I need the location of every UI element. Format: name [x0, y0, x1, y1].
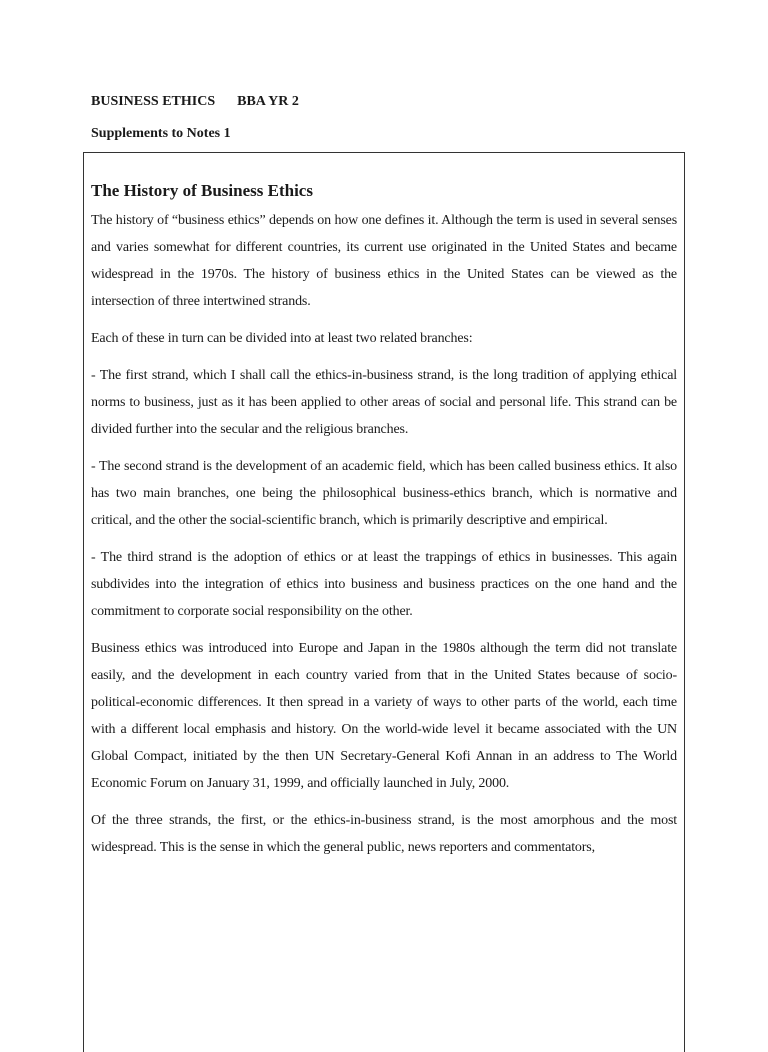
- paragraph-5: - The third strand is the adoption of ethics or at least the trappings of ethics in businesses. This again subdivides into the integration of ethics into business and business practices on the one hand and the commitment to corporate social responsibility on the other.: [91, 550, 677, 619]
- course-year: BBA YR 2: [237, 94, 299, 109]
- paragraph-2: Each of these in turn can be divided into at least two related branches:: [91, 331, 473, 346]
- paragraph-7: Of the three strands, the first, or the ethics-in-business strand, is the most amorphous and the most widespread. This is the sense in which the general public, news reporters and commentators,: [91, 813, 677, 855]
- course-heading: [91, 92, 691, 112]
- document-header: [91, 92, 691, 144]
- paragraph-3: - The first strand, which I shall call the ethics-in-business strand, is the long tradition of applying ethical norms to business, just as it has been applied to other areas of social and personal life. This strand can be divided further into the secular and the religious branches.: [91, 368, 677, 437]
- paragraph-4: - The second strand is the development of an academic field, which has been called business ethics. It also has two main branches, one being the philosophical business-ethics branch, which is normative and critical, and the other the social-scientific branch, which is primarily descriptive and empirical.: [91, 459, 677, 528]
- content-box: [83, 152, 685, 1052]
- paragraph-1: The history of “business ethics” depends on how one defines it. Although the term is used in several senses and varies somewhat for different countries, its current use originated in the United States and became widespread in the 1970s. The history of business ethics in the United States can be viewed as the intersection of three intertwined strands.: [91, 213, 677, 309]
- document-subtitle: Supplements to Notes 1: [91, 126, 231, 141]
- paragraph-6: Business ethics was introduced into Europe and Japan in the 1980s although the term did not translate easily, and the development in each country varied from that in the United States because of socio-political-economic differences. It then spread in a variety of ways to other parts of the world, each time with a different local emphasis and history. On the world-wide level it became associated with the UN Global Compact, initiated by the then UN Secretary-General Kofi Annan in an address to The World Economic Forum on January 31, 1999, and officially launched in July, 2000.: [91, 641, 677, 791]
- course-title: BUSINESS ETHICS: [91, 94, 216, 109]
- section-title: The History of Business Ethics: [91, 181, 313, 200]
